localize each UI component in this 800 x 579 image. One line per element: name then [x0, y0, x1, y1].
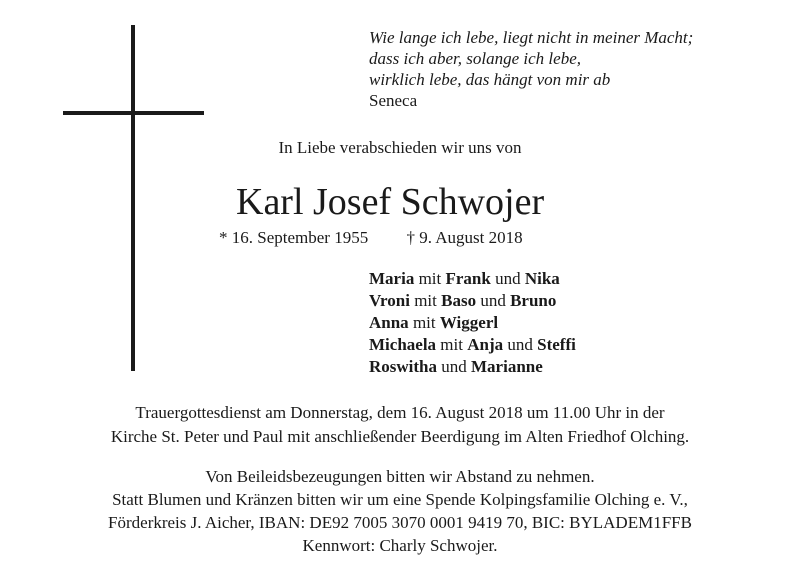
family-member-name: Wiggerl	[439, 313, 499, 332]
intro-line: In Liebe verabschieden wir uns von	[278, 138, 522, 157]
quote-line: dass ich aber, solange ich lebe,	[369, 49, 581, 68]
family-connector: mit	[436, 335, 468, 354]
death-date: † 9. August 2018	[406, 228, 523, 247]
notice-line: Kennwort: Charly Schwojer.	[302, 536, 498, 555]
funeral-service-info	[0, 401, 800, 449]
family-member-name: Bruno	[510, 291, 557, 310]
family-member-name: Baso	[441, 291, 477, 310]
cross-icon-vertical-beam	[131, 25, 135, 371]
family-connector: und	[476, 291, 511, 310]
quote-line: wirklich lebe, das hängt von mir ab	[369, 70, 611, 89]
family-member-name: Michaela	[369, 335, 437, 354]
family-member-name: Nika	[524, 269, 560, 288]
family-connector: mit	[409, 291, 442, 310]
family-member-name: Marianne	[471, 357, 543, 376]
notice-line: Statt Blumen und Kränzen bitten wir um eine Spende Kolpingsfamilie Olching e. V.,	[112, 490, 688, 509]
family-member-name: Anna	[369, 313, 409, 332]
family-connector: mit	[414, 269, 446, 288]
family-connector: und	[503, 335, 538, 354]
intro-text	[0, 137, 800, 158]
service-line: Trauergottesdienst am Donnerstag, dem 16. August 2018 um 11.00 Uhr in der	[135, 403, 665, 422]
service-line: Kirche St. Peter und Paul mit anschließender Beerdigung im Alten Friedhof Olching.	[110, 427, 690, 446]
family-connector: und	[490, 269, 525, 288]
quote-line: Wie lange ich lebe, liegt nicht in meiner Macht;	[369, 28, 694, 47]
family-connector: und	[437, 357, 472, 376]
donation-notice	[0, 465, 800, 557]
family-member-name: Frank	[445, 269, 491, 288]
deceased-name: Karl Josef Schwojer	[236, 181, 545, 223]
quote-author: Seneca	[369, 91, 418, 110]
family-member-name: Vroni	[369, 291, 410, 310]
notice-line: Von Beileidsbezeugungen bitten wir Abstand zu nehmen.	[205, 467, 595, 486]
family-row	[369, 356, 576, 378]
family-row	[369, 312, 576, 334]
family-member-name: Roswitha	[369, 357, 438, 376]
family-connector: mit	[408, 313, 440, 332]
family-row	[369, 334, 576, 356]
notice-line: Förderkreis J. Aicher, IBAN: DE92 7005 3070 0001 9419 70, BIC: BYLADEM1FFB	[108, 513, 692, 532]
family-row	[369, 290, 576, 312]
family-member-name: Steffi	[537, 335, 576, 354]
seneca-quote	[369, 27, 693, 111]
family-list	[369, 268, 576, 378]
life-dates	[219, 227, 523, 248]
birth-date: * 16. September 1955	[219, 228, 369, 247]
cross-icon-horizontal-beam	[63, 111, 204, 115]
family-member-name: Anja	[467, 335, 504, 354]
family-member-name: Maria	[369, 269, 415, 288]
family-row	[369, 268, 576, 290]
